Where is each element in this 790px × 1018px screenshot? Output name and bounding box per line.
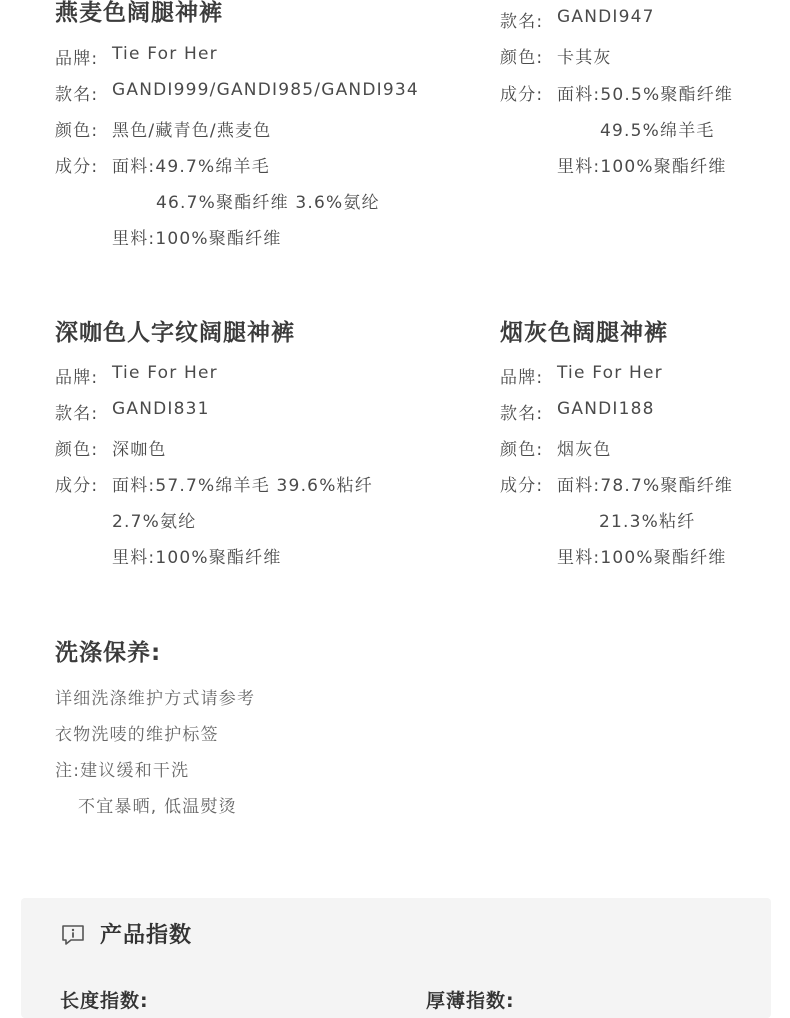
model-label: 款名: (500, 12, 544, 32)
color-label: 颜色: (500, 48, 544, 68)
color-value: 烟灰色 (557, 440, 612, 460)
composition-line-1: 面料:50.5%聚酯纤维 (557, 85, 734, 105)
color-value: 黑色/藏青色/燕麦色 (112, 121, 272, 141)
brand-label: 品牌: (55, 49, 99, 69)
model-label: 款名: (55, 404, 99, 424)
color-label: 颜色: (55, 440, 99, 460)
brand-label: 品牌: (55, 368, 99, 388)
composition-line-3: 里料:100%聚酯纤维 (112, 229, 282, 249)
length-index-label: 长度指数: (60, 990, 149, 1012)
composition-line-2: 46.7%聚酯纤维 3.6%氨纶 (156, 193, 380, 213)
model-label: 款名: (500, 404, 544, 424)
product-index-title: 产品指数 (100, 923, 193, 948)
color-label: 颜色: (55, 121, 99, 141)
color-value: 卡其灰 (557, 48, 612, 68)
composition-line-1: 面料:49.7%绵羊毛 (112, 157, 270, 177)
care-line: 不宜暴晒, 低温熨烫 (78, 797, 237, 817)
care-line: 注:建议缓和干洗 (55, 761, 190, 781)
brand-value: Tie For Her (112, 44, 218, 64)
brand-value: Tie For Her (112, 363, 218, 383)
composition-label: 成分: (500, 85, 544, 105)
composition-line-2: 21.3%粘纤 (599, 512, 696, 532)
care-title: 洗涤保养: (55, 640, 162, 666)
composition-label: 成分: (55, 157, 99, 177)
thickness-index-label: 厚薄指数: (426, 990, 515, 1012)
composition-line-2: 2.7%氨纶 (112, 512, 197, 532)
info-message-icon (60, 922, 86, 948)
care-line: 衣物洗唛的维护标签 (55, 725, 219, 745)
care-line: 详细洗涤维护方式请参考 (55, 689, 256, 709)
composition-line-3: 里料:100%聚酯纤维 (557, 157, 727, 177)
composition-label: 成分: (500, 476, 544, 496)
brand-label: 品牌: (500, 368, 544, 388)
product-title-oat: 燕麦色阔腿神裤 (55, 0, 223, 26)
product-title-smoke-gray: 烟灰色阔腿神裤 (500, 320, 668, 346)
color-label: 颜色: (500, 440, 544, 460)
model-value: GANDI999/GANDI985/GANDI934 (112, 80, 419, 100)
composition-line-1: 面料:57.7%绵羊毛 39.6%粘纤 (112, 476, 373, 496)
model-value: GANDI188 (557, 399, 655, 419)
model-label: 款名: (55, 85, 99, 105)
product-index-panel (21, 898, 771, 1018)
model-value: GANDI947 (557, 7, 655, 27)
composition-line-2: 49.5%绵羊毛 (600, 121, 715, 141)
model-value: GANDI831 (112, 399, 210, 419)
brand-value: Tie For Her (557, 363, 663, 383)
product-title-dark-brown: 深咖色人字纹阔腿神裤 (55, 320, 295, 346)
composition-label: 成分: (55, 476, 99, 496)
composition-line-3: 里料:100%聚酯纤维 (112, 548, 282, 568)
color-value: 深咖色 (112, 440, 167, 460)
composition-line-3: 里料:100%聚酯纤维 (557, 548, 727, 568)
composition-line-1: 面料:78.7%聚酯纤维 (557, 476, 734, 496)
